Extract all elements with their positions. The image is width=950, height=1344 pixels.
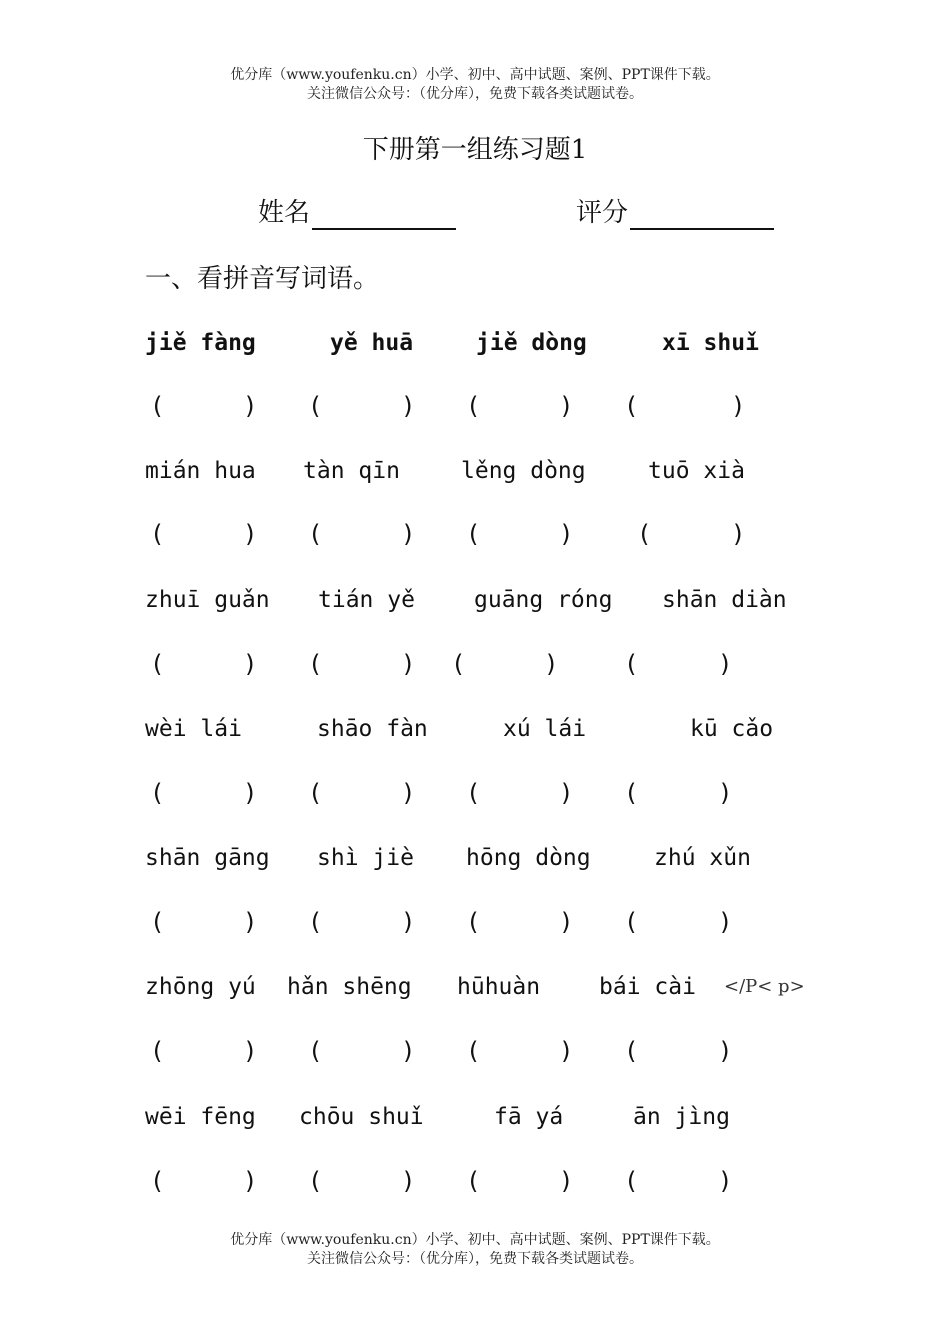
answer-bracket-open: (: [466, 520, 481, 548]
pinyin-word: ān jìng: [633, 1104, 730, 1130]
answer-bracket-close: ): [401, 650, 416, 678]
page-title: 下册第一组练习题1: [362, 135, 588, 165]
answer-bracket-open: (: [150, 1167, 165, 1195]
answer-bracket-open: (: [308, 1167, 323, 1195]
answer-bracket-close: ): [559, 1167, 574, 1195]
score-label: 评分: [576, 198, 629, 228]
answer-bracket-open: (: [624, 779, 639, 807]
answer-blank[interactable]: [640, 779, 716, 807]
answer-bracket-open: (: [308, 908, 323, 936]
answer-blank[interactable]: [324, 392, 399, 420]
answer-blank[interactable]: [467, 650, 542, 678]
pinyin-word: shì jiè: [317, 845, 414, 871]
pinyin-word: wēi fēng: [145, 1104, 256, 1130]
answer-bracket-close: ): [243, 1037, 258, 1065]
pinyin-word: jiě fàng: [145, 330, 256, 356]
answer-blank[interactable]: [640, 908, 716, 936]
answer-bracket-close: ): [401, 392, 416, 420]
answer-blank[interactable]: [482, 520, 557, 548]
answer-bracket-open: (: [624, 650, 639, 678]
answer-blank[interactable]: [640, 1167, 716, 1195]
answer-bracket-close: ): [401, 908, 416, 936]
section-title: 一、看拼音写词语。: [145, 264, 380, 294]
answer-bracket-close: ): [243, 392, 258, 420]
pinyin-word: yě huā: [330, 330, 414, 356]
answer-bracket-open: (: [150, 392, 165, 420]
answer-bracket-open: (: [308, 520, 323, 548]
answer-blank[interactable]: [166, 1037, 241, 1065]
answer-blank[interactable]: [324, 650, 399, 678]
pinyin-word: hǎn shēng: [287, 974, 412, 1000]
answer-bracket-close: ): [401, 1167, 416, 1195]
answer-blank[interactable]: [482, 1167, 557, 1195]
pinyin-word: zhōng yú: [145, 974, 256, 1000]
answer-bracket-open: (: [308, 392, 323, 420]
answer-bracket-open: (: [624, 1037, 639, 1065]
answer-bracket-close: ): [243, 1167, 258, 1195]
answer-bracket-close: ): [718, 779, 733, 807]
answer-bracket-open: (: [466, 392, 481, 420]
answer-bracket-close: ): [544, 650, 559, 678]
pinyin-word: fā yá: [494, 1104, 564, 1130]
answer-bracket-open: (: [150, 908, 165, 936]
pinyin-word: lěng dòng: [461, 458, 586, 484]
answer-blank[interactable]: [640, 650, 716, 678]
answer-bracket-close: ): [718, 1167, 733, 1195]
answer-blank[interactable]: [324, 908, 399, 936]
footer-line-1: 优分库（www.youfenku.cn）小学、初中、高中试题、案例、PPT课件下载。: [230, 1232, 720, 1248]
answer-bracket-close: ): [731, 392, 746, 420]
score-field: [576, 196, 774, 230]
pinyin-word: hūhuàn: [457, 974, 541, 1000]
answer-bracket-open: (: [451, 650, 466, 678]
answer-bracket-close: ): [243, 520, 258, 548]
answer-bracket-open: (: [150, 1037, 165, 1065]
pinyin-word: mián hua: [145, 458, 256, 484]
stray-markup-text: </P< p>: [724, 976, 805, 997]
answer-bracket-open: (: [150, 779, 165, 807]
answer-bracket-open: (: [624, 1167, 639, 1195]
answer-blank[interactable]: [166, 520, 241, 548]
pinyin-word: chōu shuǐ: [299, 1104, 424, 1130]
answer-blank[interactable]: [640, 1037, 716, 1065]
name-field: [258, 196, 456, 230]
answer-bracket-close: ): [559, 392, 574, 420]
answer-bracket-close: ): [401, 1037, 416, 1065]
answer-bracket-open: (: [150, 650, 165, 678]
answer-blank[interactable]: [166, 908, 241, 936]
pinyin-word: zhú xǔn: [654, 845, 751, 871]
pinyin-word: shāo fàn: [317, 716, 428, 742]
pinyin-word: kū cǎo: [690, 716, 774, 742]
answer-blank[interactable]: [166, 1167, 241, 1195]
answer-bracket-close: ): [559, 520, 574, 548]
answer-blank[interactable]: [482, 392, 557, 420]
header-line-2: 关注微信公众号：（优分库），免费下载各类试题试卷。: [307, 86, 643, 102]
answer-bracket-close: ): [401, 520, 416, 548]
answer-bracket-close: ): [243, 650, 258, 678]
pinyin-word: tàn qīn: [303, 458, 400, 484]
answer-bracket-close: ): [731, 520, 746, 548]
pinyin-word: shān diàn: [662, 587, 787, 613]
name-blank[interactable]: [312, 202, 456, 230]
answer-blank[interactable]: [653, 520, 729, 548]
answer-blank[interactable]: [324, 1037, 399, 1065]
footer-line-2: 关注微信公众号：（优分库），免费下载各类试题试卷。: [307, 1251, 643, 1267]
answer-bracket-close: ): [243, 908, 258, 936]
answer-bracket-open: (: [308, 779, 323, 807]
answer-blank[interactable]: [482, 779, 557, 807]
pinyin-word: wèi lái: [145, 716, 242, 742]
pinyin-word: zhuī guǎn: [145, 587, 270, 613]
answer-bracket-close: ): [401, 779, 416, 807]
answer-bracket-close: ): [559, 908, 574, 936]
pinyin-word: jiě dòng: [476, 330, 587, 356]
answer-bracket-close: ): [243, 779, 258, 807]
name-label: 姓名: [258, 198, 311, 228]
answer-bracket-open: (: [308, 1037, 323, 1065]
answer-blank[interactable]: [166, 779, 241, 807]
header-line-1: 优分库（www.youfenku.cn）小学、初中、高中试题、案例、PPT课件下载。: [230, 67, 720, 83]
answer-blank[interactable]: [166, 650, 241, 678]
pinyin-word: xī shuǐ: [662, 330, 759, 356]
pinyin-word: tián yě: [318, 587, 415, 613]
answer-bracket-open: (: [624, 908, 639, 936]
pinyin-word: shān gāng: [145, 845, 270, 871]
pinyin-word: guāng róng: [474, 587, 613, 613]
pinyin-word: tuō xià: [648, 458, 745, 484]
pinyin-word: bái cài: [599, 974, 696, 1000]
answer-bracket-close: ): [559, 1037, 574, 1065]
answer-blank[interactable]: [482, 1037, 557, 1065]
answer-blank[interactable]: [640, 392, 729, 420]
answer-bracket-open: (: [150, 520, 165, 548]
answer-bracket-open: (: [308, 650, 323, 678]
answer-blank[interactable]: [166, 392, 241, 420]
answer-blank[interactable]: [324, 779, 399, 807]
answer-bracket-open: (: [466, 908, 481, 936]
answer-bracket-open: (: [466, 779, 481, 807]
answer-bracket-open: (: [637, 520, 652, 548]
answer-bracket-open: (: [624, 392, 639, 420]
answer-blank[interactable]: [324, 1167, 399, 1195]
answer-blank[interactable]: [324, 520, 399, 548]
pinyin-word: hōng dòng: [466, 845, 591, 871]
answer-bracket-open: (: [466, 1167, 481, 1195]
answer-bracket-close: ): [718, 908, 733, 936]
pinyin-word: xú lái: [503, 716, 587, 742]
answer-bracket-open: (: [466, 1037, 481, 1065]
answer-blank[interactable]: [482, 908, 557, 936]
answer-bracket-close: ): [559, 779, 574, 807]
answer-bracket-close: ): [718, 1037, 733, 1065]
answer-bracket-close: ): [718, 650, 733, 678]
score-blank[interactable]: [630, 202, 774, 230]
